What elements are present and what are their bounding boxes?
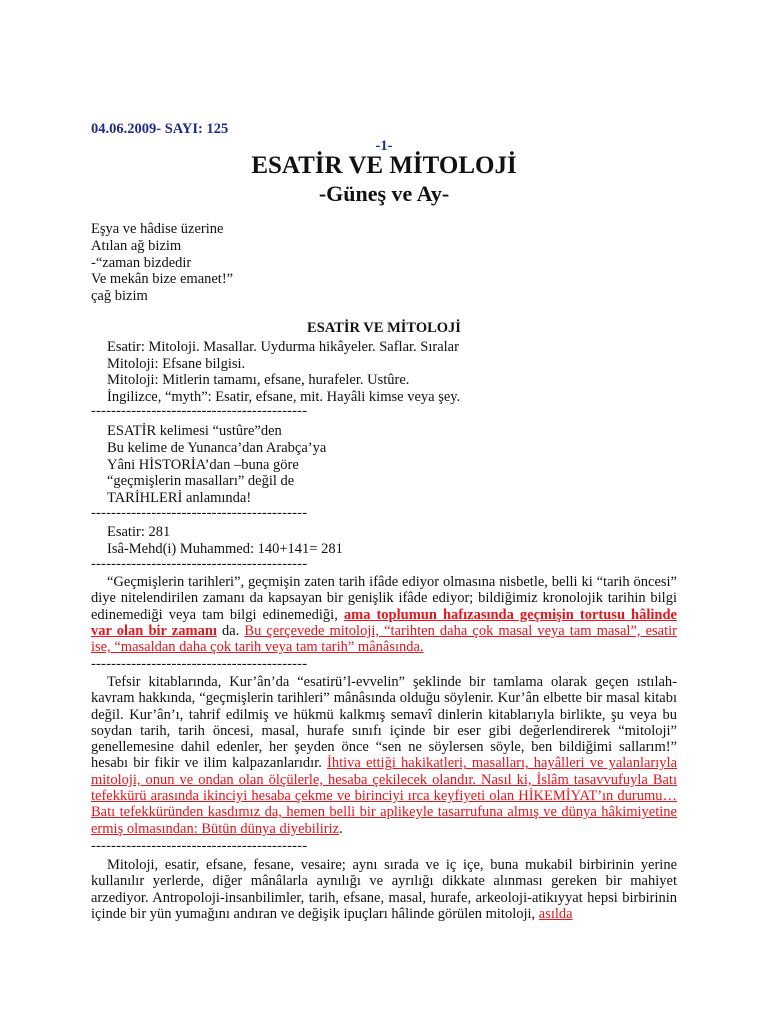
etymology-line: Yâni HİSTORİA’dan –buna göre <box>107 457 299 473</box>
number-line: Isâ-Mehd(i) Muhammed: 140+141= 281 <box>107 541 343 557</box>
poem-line: Ve mekân bize emanet!” <box>91 271 234 287</box>
page-subtitle: -Güneş ve Ay- <box>318 181 450 206</box>
page-number: -1- <box>375 138 393 154</box>
etymology-line: ESATİR kelimesi “ustûre”den <box>107 423 282 439</box>
separator: ------------------------------------------- <box>91 403 308 419</box>
etymology-line: “geçmişlerin masalları” değil de <box>107 473 295 489</box>
paragraph-text: “Geçmişlerin tarihleri”, geçmişin zaten tarih ifâde ediyor olmasına nisbetle, belli ki “tarih öncesi” diye nitelendirilen zamanı da kapsayan bir genişlik ifâde ediyor; bildiğimiz kronolojik tarihin bilgi edinemediği veya tam bilgi edinemediği, <box>91 574 677 623</box>
definition-line: Mitoloji: Mitlerin tamamı, efsane, hurafeler. Ustûre. <box>107 372 410 388</box>
page-title: ESATİR VE MİTOLOJİ <box>251 152 517 179</box>
paragraph-2 <box>91 674 677 837</box>
etymology-line: TARİHLERİ anlamında! <box>107 490 252 506</box>
etymology-line: Bu kelime de Yunanca’dan Arabça’ya <box>107 440 327 456</box>
highlight-text: İhtiva ettiği hakikatleri, masalları, hayâlleri ve yalanlarıyla mitoloji, onun ve ondan olan ölçülerle, hesaba çekilecek olandır. Nasıl ki, İslâm tasavvufuyla Batı tefekkürü arasında ikinciyi hesaba çekme ve birinciyi ırca keyfiyeti olan HİKEMİYAT’ın durumu… Batı tefekküründen kasdımız da, hemen belli bir aplikeyle tasarrufuna almış ve dünya hâkimiyetine ermiş olmasından: Bütün dünya diyebiliriz <box>91 755 677 837</box>
separator: ------------------------------------------- <box>91 505 308 521</box>
highlight-text: asılda <box>538 905 573 922</box>
separator: ------------------------------------------- <box>91 656 308 672</box>
highlight-text: ama toplumun hafızasında geçmişin tortusu hâlinde var olan bir zamanı <box>91 606 677 639</box>
paragraph-3 <box>91 857 677 922</box>
separator: ------------------------------------------- <box>91 838 308 854</box>
poem-line: çağ bizim <box>91 288 148 304</box>
poem-line: Eşya ve hâdise üzerine <box>91 221 224 237</box>
poem-line: -“zaman bizdedir <box>91 255 192 271</box>
paragraph-text: da. <box>216 622 245 639</box>
separator: ------------------------------------------- <box>91 556 308 572</box>
highlight-text: Bu çerçevede mitoloji, “tarihten daha çok masal veya tam masal”, esatir ise, “masaldan daha çok tarih veya tam tarih” mânâsında. <box>91 622 677 656</box>
number-line: Esatir: 281 <box>107 524 171 540</box>
section-title: ESATİR VE MİTOLOJİ <box>307 320 461 336</box>
definition-line: Esatir: Mitoloji. Masallar. Uydurma hikâyeler. Saflar. Sıralar <box>107 339 459 355</box>
definition-line: Mitoloji: Efsane bilgisi. <box>107 356 246 372</box>
paragraph-1 <box>91 574 677 655</box>
poem-line: Atılan ağ bizim <box>91 238 182 254</box>
paragraph-text: Tefsir kitablarında, Kur’ân’da “esatirü’l-evvelin” şeklinde bir tamlama olarak geçen ıstılah-kavram hakkında, “geçmişlerin tarihleri” mânâsında olduğu söylenir. Kur’ân elbette bir masal kitabı değil. Kur’ân’ı, tahrif edilmiş ve hükmü kalkmış semavî dinlerin kitablarıyla birlikte, şu veya bu soydan tarih, tarih öncesi, masal, hurafe sınıfı içinde bir eser gibi değerlendirerek “mitoloji” genellemesine dahil edenler, her şeyden önce “sen ne söylersen söyle, ben bildiğimi sallarım!” hesabı bir fikir ve ilim kalpazanlarıdır. <box>91 674 677 772</box>
issue-date: 04.06.2009- SAYI: 125 <box>91 121 229 137</box>
paragraph-text: Mitoloji, esatir, efsane, fesane, vesaire; aynı sırada ve iç içe, buna mukabil birbirinin yerine kullanılır yerlerde, diğer mânâlarla aynılığı ve ayrılığı dikkate alınması gereken bir mahiyet arzediyor. Antropoloji-insanbilimler, tarih, efsane, masal, hurafe, arkeoloji-atikıyyat hepsi birbirinin içinde bir yün yumağını andıran ve değişik ipuçları hâlinde görülen mitoloji, <box>91 857 677 922</box>
paragraph-text: . <box>339 820 343 837</box>
definition-line: İngilizce, “myth”: Esatir, efsane, mit. Hayâli kimse veya şey. <box>107 389 461 405</box>
